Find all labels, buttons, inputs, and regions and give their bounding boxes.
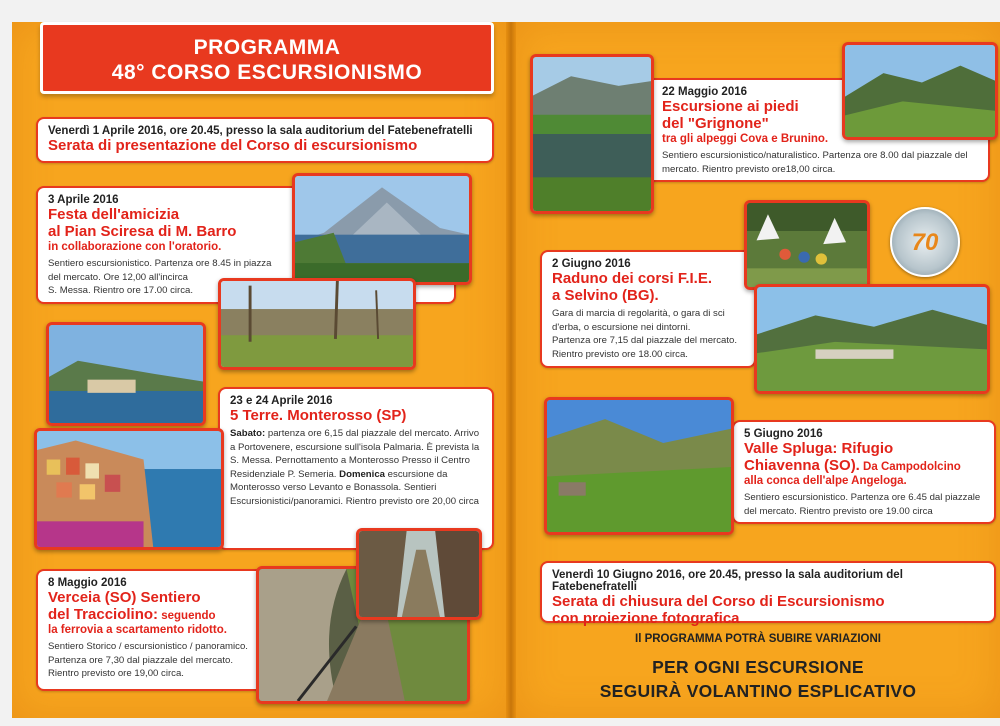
photo-hikers-group — [744, 200, 870, 290]
event-card-selvino — [540, 250, 756, 368]
event-title: Serata di presentazione del Corso di escursionismo — [48, 137, 418, 154]
photo-meadow-trees — [218, 278, 416, 370]
event-description: Gara di marcia di regolarità, o gara di sci d'erba, o escursione nei dintorni. Partenza ore 7,15 dal piazzale del mercato. Rientro previsto ore 18.00 circa. — [552, 308, 738, 360]
variation-notice: Il PROGRAMMA POTRÀ SUBIRE VARIAZIONI — [635, 633, 881, 645]
event-title: del Tracciolino: seguendo — [48, 606, 216, 623]
photo-railway-track — [356, 528, 482, 620]
event-description: Sentiero Storico / escursionistico / panoramico. Partenza ore 7,30 dal piazzale del mercato. Rientro previsto ore 19,00 circa. — [48, 641, 248, 679]
event-title: Chiavenna (SO). Da Campodolcino — [744, 457, 961, 474]
event-title: del "Grignone" — [662, 115, 769, 132]
anniversary-badge — [890, 207, 960, 277]
event-card-tracciolino — [36, 569, 270, 691]
event-subtitle: la ferrovia a scartamento ridotto. — [48, 624, 227, 636]
event-title: Serata di chiusura del Corso di Escursionismo — [552, 593, 885, 610]
event-date: 8 Maggio 2016 — [48, 577, 127, 589]
event-title: con proiezione fotografica — [552, 610, 740, 627]
event-card-5-terre — [218, 387, 494, 550]
banner-line-1: PROGRAMMA — [193, 36, 341, 59]
event-date: 5 Giugno 2016 — [744, 428, 823, 440]
event-date: Venerdì 1 Aprile 2016, ore 20.45, presso la sala auditorium del Fatebenefratelli — [48, 125, 473, 137]
photo-selvino-panorama — [754, 284, 990, 394]
event-description: Sentiero escursionistico. Partenza ore 8.45 in piazza del mercato. Ore 12,00 all'incirca S. Messa. Rientro ore 17.00 circa. — [48, 258, 272, 296]
event-description: Sentiero escursionistico. Partenza ore 6.45 dal piazzale del mercato. Rientro previsto ore 19.00 circa — [744, 492, 981, 517]
event-card-closing — [540, 561, 996, 627]
event-title: 5 Terre. Monterosso (SP) — [230, 407, 407, 424]
flyer-notice-line-1: PER OGNI ESCURSIONE — [652, 657, 864, 677]
photo-alpine-valley — [842, 42, 998, 140]
photo-mountain-lake — [530, 54, 654, 214]
photo-lake-mountains — [292, 173, 472, 285]
event-date: 22 Maggio 2016 — [662, 86, 748, 98]
banner-line-2: 48° CORSO ESCURSIONISMO — [111, 61, 423, 84]
event-subtitle: alla conca dell'alpe Angeloga. — [744, 475, 907, 487]
event-subtitle: tra gli alpeggi Cova e Brunino. — [662, 133, 829, 145]
event-date: 3 Aprile 2016 — [48, 194, 119, 206]
event-title: Raduno dei corsi F.I.E. — [552, 270, 713, 287]
event-description: Sabato: partenza ore 6,15 dal piazzale del mercato. Arrivo a Portovenere, escursione sull'isola Palmaria. È prevista la S. Messa. Pernottamento a Monterosso Presso il Centro Residenziale P. Semeria. Domenica escursione da Monterosso verso Levanto e Bonassola. Sentieri Escursionistici/panoramici. Rientro previsto ore 20,00 circa — [230, 428, 480, 507]
photo-coast-village — [46, 322, 206, 426]
event-title: Escursione ai piedi — [662, 98, 799, 115]
photo-manarola — [34, 428, 224, 550]
event-date: 23 e 24 Aprile 2016 — [230, 395, 333, 407]
event-title: Verceia (SO) Sentiero — [48, 589, 201, 606]
brochure-fold — [506, 22, 516, 718]
event-subtitle: in collaborazione con l'oratorio. — [48, 241, 222, 253]
event-description: Sentiero escursionistico/naturalistico. Partenza ore 8.00 dal piazzale del mercato. Rientro previsto ore18,00 circa. — [662, 150, 968, 175]
event-card-valle-spluga — [732, 420, 996, 524]
event-card-presentation — [36, 117, 494, 163]
event-title: Festa dell'amicizia — [48, 206, 180, 223]
flyer-notice-line-2: SEGUIRÀ VOLANTINO ESPLICATIVO — [599, 681, 917, 701]
event-title: a Selvino (BG). — [552, 287, 659, 304]
photo-alpine-pasture — [544, 397, 734, 535]
badge-number: 70 — [911, 229, 939, 256]
event-title: al Pian Sciresa di M. Barro — [48, 223, 237, 240]
event-date: Venerdì 10 Giugno 2016, ore 20.45, presso la sala auditorium del Fatebenefratelli — [552, 569, 903, 593]
program-banner — [40, 22, 494, 94]
event-title: Valle Spluga: Rifugio — [744, 440, 894, 457]
event-date: 2 Giugno 2016 — [552, 258, 631, 270]
